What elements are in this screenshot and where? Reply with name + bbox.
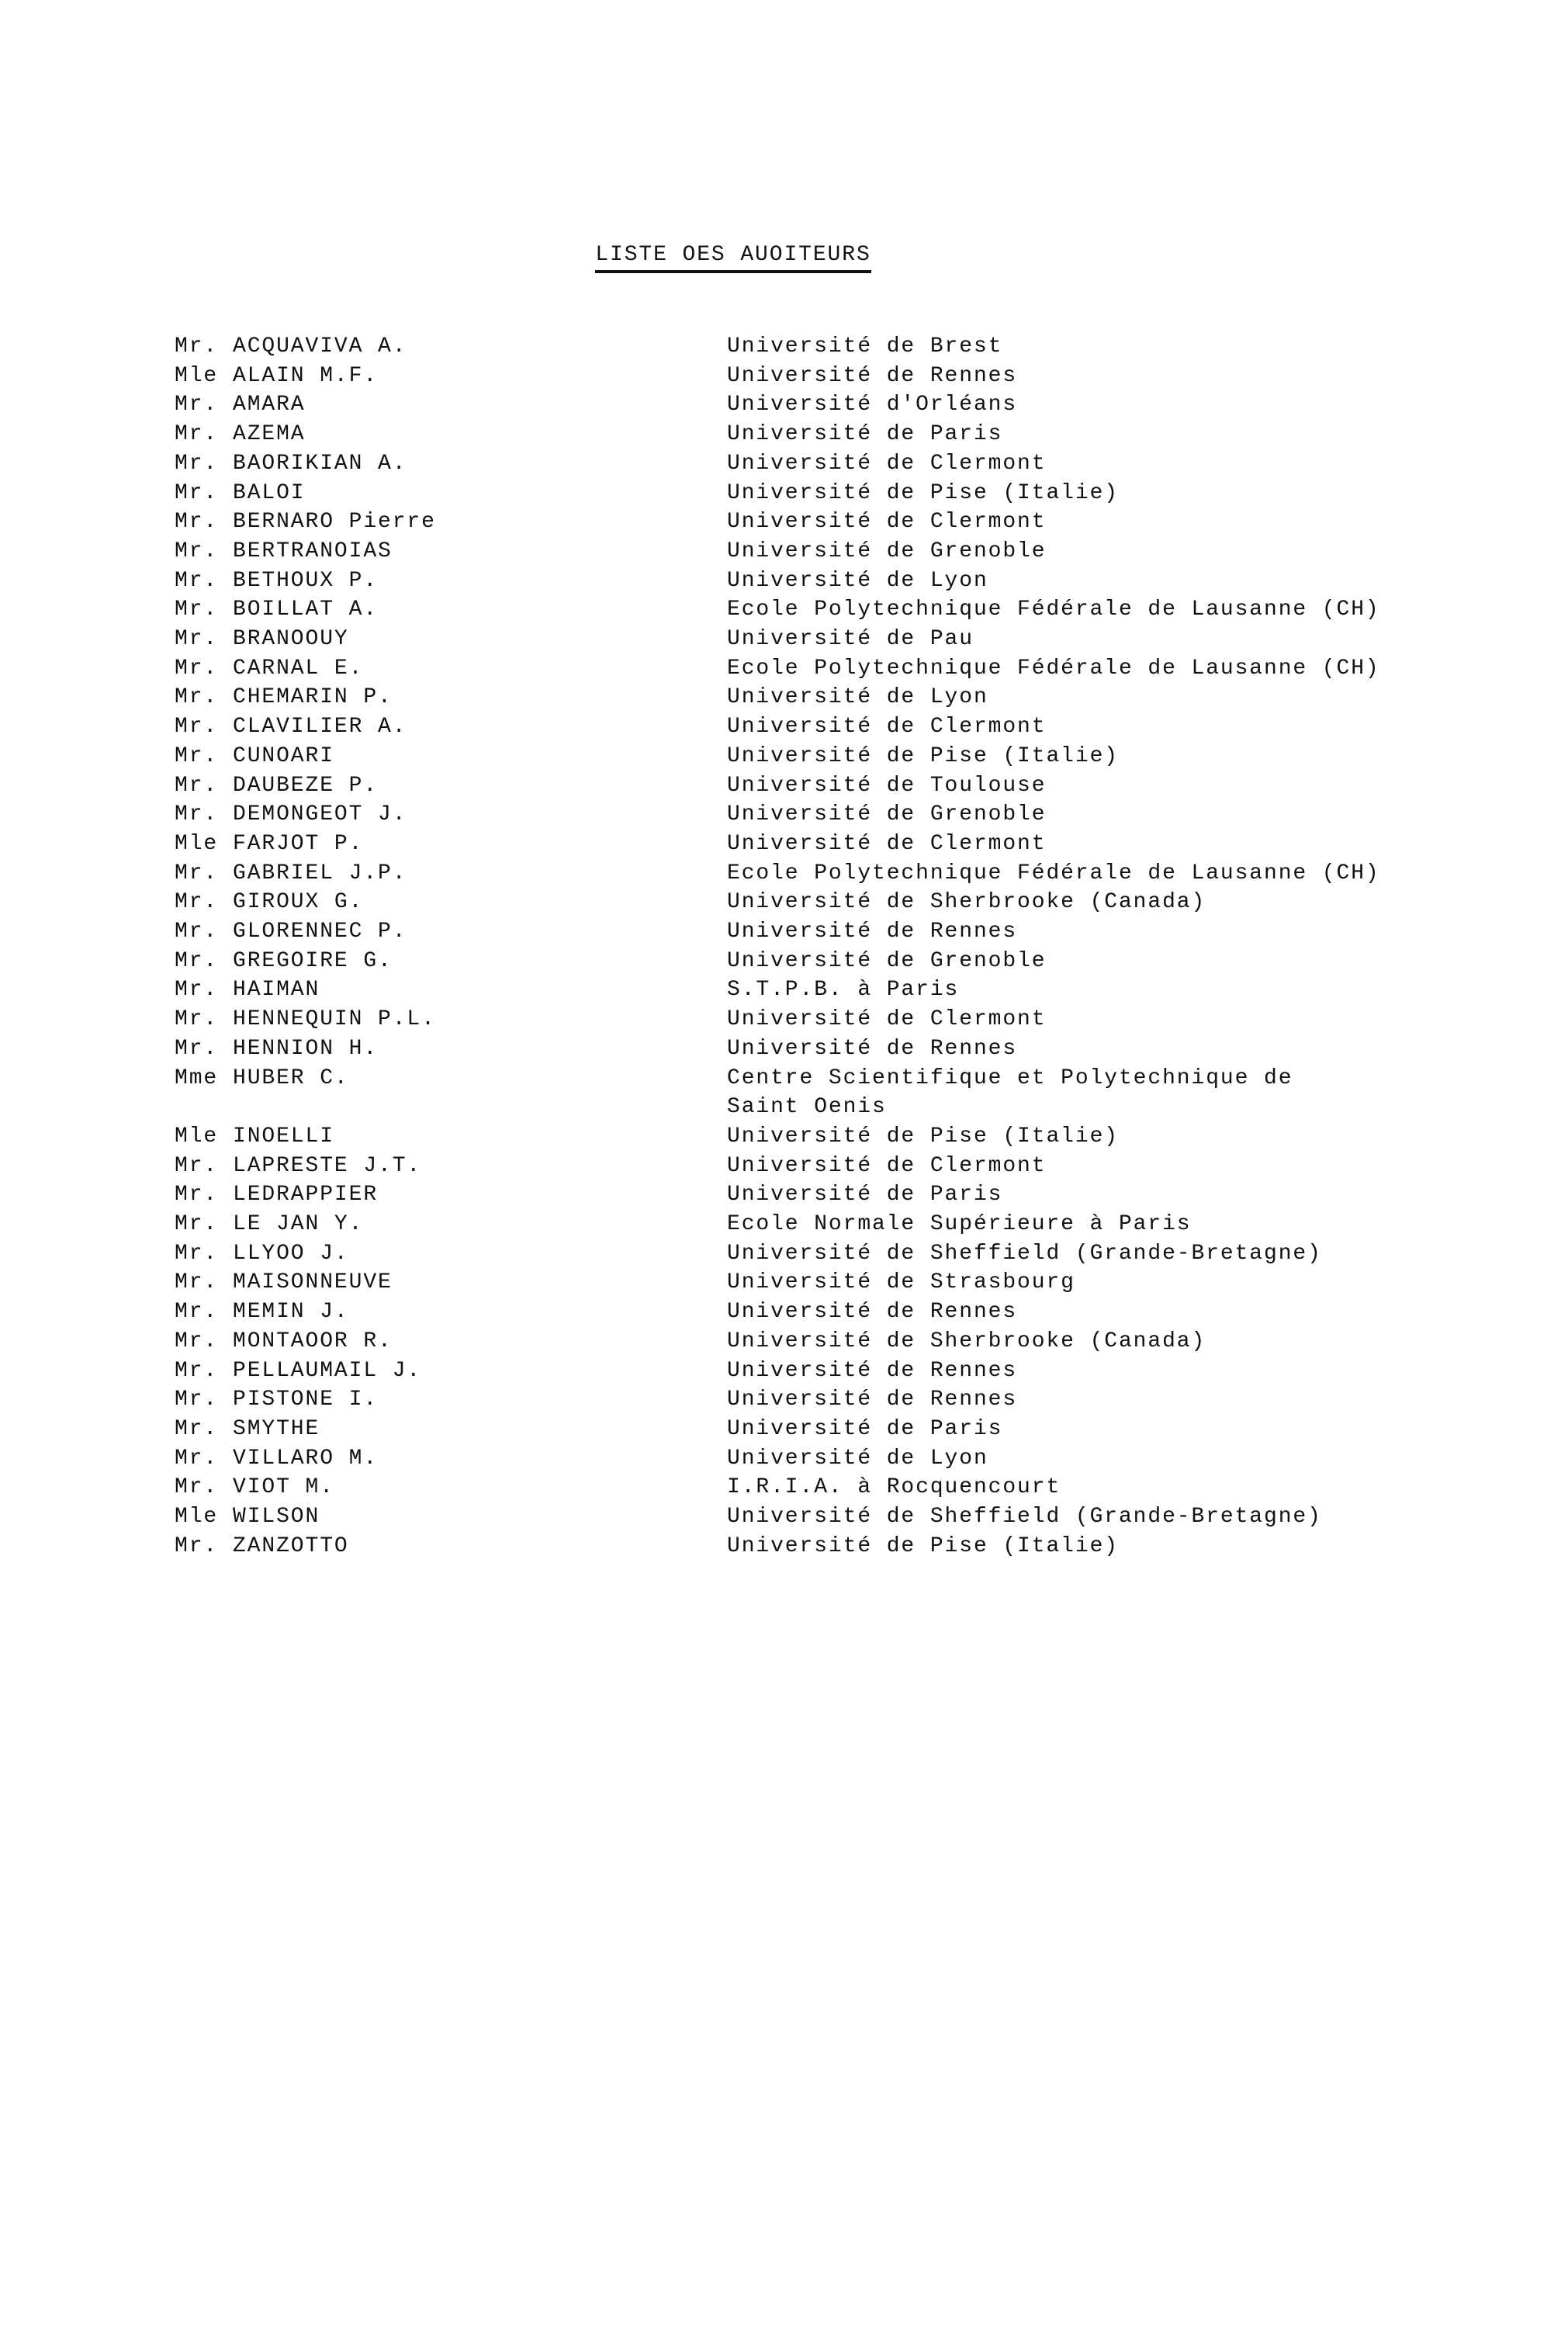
attendee-title: Mr.: [175, 1270, 219, 1295]
attendee-title: Mr.: [175, 1212, 219, 1236]
attendee-affiliation: Université de Rennes: [727, 363, 1018, 388]
attendee-affiliation: Université de Rennes: [727, 1388, 1018, 1412]
attendee-name: GREGOIRE G.: [233, 948, 393, 973]
attendee-affiliation: Université de Rennes: [727, 1036, 1018, 1061]
attendee-affiliation: Université de Brest: [727, 334, 1003, 359]
attendee-name: BOILLAT A.: [233, 598, 379, 622]
attendee-affiliation: Université de Pise (Italie): [727, 1124, 1119, 1149]
attendee-title: Mr.: [175, 334, 219, 359]
attendee-affiliation: Université de Rennes: [727, 1300, 1018, 1325]
attendee-affiliation: Université de Clermont: [727, 510, 1047, 535]
attendee-affiliation: Université de Lyon: [727, 685, 988, 710]
attendee-title: Mr.: [175, 773, 219, 798]
attendee-affiliation: Université de Grenoble: [727, 539, 1047, 563]
attendee-affiliation: Université de Grenoble: [727, 948, 1047, 973]
attendee-affiliation: Université de Clermont: [727, 831, 1047, 856]
attendee-title: Mr.: [175, 861, 219, 885]
attendee-affiliation: Université de Sheffield (Grande-Bretagne): [727, 1241, 1322, 1266]
attendee-affiliation: Ecole Normale Supérieure à Paris: [727, 1212, 1192, 1236]
attendee-title: Mr.: [175, 568, 219, 593]
attendee-name: CARNAL E.: [233, 656, 364, 681]
attendee-name: BETHOUX P.: [233, 568, 379, 593]
attendee-title: Mr.: [175, 920, 219, 944]
attendee-title: Mr.: [175, 1388, 219, 1412]
attendee-name: DEMONGEOT J.: [233, 802, 407, 827]
attendee-title: Mr.: [175, 598, 219, 622]
attendee-affiliation: Université de Strasbourg: [727, 1270, 1075, 1295]
attendee-affiliation: Université de Clermont: [727, 715, 1047, 740]
attendee-name: BAORIKIAN A.: [233, 451, 407, 476]
attendee-title: Mr.: [175, 422, 219, 447]
attendee-title: Mr.: [175, 1153, 219, 1178]
attendee-name: LLYOO J.: [233, 1241, 349, 1266]
attendee-name: INOELLI: [233, 1124, 334, 1149]
attendee-title: Mr.: [175, 1241, 219, 1266]
attendee-name: CLAVILIER A.: [233, 715, 407, 740]
attendee-name: HAIMAN: [233, 978, 320, 1003]
attendee-title: Mr.: [175, 480, 219, 505]
attendee-affiliation: Université de Rennes: [727, 920, 1018, 944]
attendee-name: WILSON: [233, 1505, 320, 1529]
attendee-title: Mr.: [175, 451, 219, 476]
attendee-title: Mle: [175, 1505, 219, 1529]
attendee-title: Mr.: [175, 393, 219, 418]
attendee-affiliation: Université de Pise (Italie): [727, 480, 1119, 505]
attendee-name: BERTRANOIAS: [233, 539, 393, 563]
attendee-title: Mr.: [175, 948, 219, 973]
attendee-name: ALAIN M.F.: [233, 363, 379, 388]
attendee-title: Mr.: [175, 1416, 219, 1441]
attendee-title: Mr.: [175, 1358, 219, 1383]
attendee-name: CUNOARI: [233, 743, 334, 768]
attendee-name: GABRIEL J.P.: [233, 861, 407, 885]
attendee-name: ACQUAVIVA A.: [233, 334, 407, 359]
attendee-name: LAPRESTE J.T.: [233, 1153, 422, 1178]
attendee-affiliation: Ecole Polytechnique Fédérale de Lausanne (CH): [727, 598, 1380, 622]
attendee-name: GIROUX G.: [233, 890, 364, 915]
attendee-affiliation: Université de Toulouse: [727, 773, 1047, 798]
attendee-affiliation: Université de Sherbrooke (Canada): [727, 890, 1206, 915]
attendee-name: LE JAN Y.: [233, 1212, 364, 1236]
attendee-name: AMARA: [233, 393, 306, 418]
attendee-title: Mr.: [175, 978, 219, 1003]
attendee-affiliation: Centre Scientifique et Polytechnique de: [727, 1066, 1293, 1090]
attendee-title: Mr.: [175, 802, 219, 827]
attendee-name: SMYTHE: [233, 1416, 320, 1441]
attendee-title: Mr.: [175, 1329, 219, 1353]
attendee-affiliation: Université de Lyon: [727, 568, 988, 593]
attendee-affiliation: Saint Oenis: [727, 1095, 887, 1120]
attendee-title: Mr.: [175, 1533, 219, 1558]
attendee-name: CHEMARIN P.: [233, 685, 393, 710]
attendee-name: FARJOT P.: [233, 831, 364, 856]
attendee-affiliation: I.R.I.A. à Rocquencourt: [727, 1475, 1061, 1500]
attendee-name: LEDRAPPIER: [233, 1183, 379, 1208]
attendee-title: Mr.: [175, 890, 219, 915]
attendee-name: VILLARO M.: [233, 1446, 379, 1471]
attendee-title: Mr.: [175, 715, 219, 740]
attendee-title: Mle: [175, 363, 219, 388]
attendee-name: BALOI: [233, 480, 306, 505]
attendee-title: Mr.: [175, 627, 219, 651]
attendee-affiliation: Université de Pau: [727, 627, 974, 651]
attendee-affiliation: Université d'Orléans: [727, 393, 1018, 418]
attendee-name: ZANZOTTO: [233, 1533, 349, 1558]
attendee-title: Mr.: [175, 1036, 219, 1061]
attendee-title: Mle: [175, 831, 219, 856]
attendee-affiliation: Université de Paris: [727, 1416, 1003, 1441]
attendee-title: Mr.: [175, 1183, 219, 1208]
attendee-affiliation: Université de Sheffield (Grande-Bretagne): [727, 1505, 1322, 1529]
attendee-name: AZEMA: [233, 422, 306, 447]
attendee-title: Mme: [175, 1066, 219, 1090]
attendee-affiliation: Université de Rennes: [727, 1358, 1018, 1383]
attendee-name: PISTONE I.: [233, 1388, 379, 1412]
attendee-title: Mr.: [175, 1446, 219, 1471]
attendee-name: BERNARO Pierre: [233, 510, 436, 535]
attendee-affiliation: Université de Pise (Italie): [727, 743, 1119, 768]
attendee-affiliation: Université de Pise (Italie): [727, 1533, 1119, 1558]
attendee-affiliation: Université de Lyon: [727, 1446, 988, 1471]
attendee-title: Mle: [175, 1124, 219, 1149]
attendee-title: Mr.: [175, 1300, 219, 1325]
attendee-title: Mr.: [175, 539, 219, 563]
attendee-name: MAISONNEUVE: [233, 1270, 393, 1295]
attendee-title: Mr.: [175, 656, 219, 681]
attendee-name: DAUBEZE P.: [233, 773, 379, 798]
attendee-name: HENNEQUIN P.L.: [233, 1007, 436, 1032]
attendee-name: GLORENNEC P.: [233, 920, 407, 944]
attendee-name: PELLAUMAIL J.: [233, 1358, 422, 1383]
attendee-title: Mr.: [175, 1475, 219, 1500]
page-title-text: LISTE OES AUOITEURS: [595, 242, 871, 273]
attendee-affiliation: Ecole Polytechnique Fédérale de Lausanne (CH): [727, 861, 1380, 885]
attendee-name: VIOT M.: [233, 1475, 334, 1500]
attendee-title: Mr.: [175, 1007, 219, 1032]
attendee-affiliation: Université de Sherbrooke (Canada): [727, 1329, 1206, 1353]
attendee-affiliation: Université de Grenoble: [727, 802, 1047, 827]
attendee-affiliation: Université de Paris: [727, 1183, 1003, 1208]
attendee-name: HENNION H.: [233, 1036, 379, 1061]
attendee-name: MONTAOOR R.: [233, 1329, 393, 1353]
attendee-title: Mr.: [175, 685, 219, 710]
attendee-affiliation: Université de Clermont: [727, 1153, 1047, 1178]
attendee-name: BRANOOUY: [233, 627, 349, 651]
attendee-affiliation: Université de Paris: [727, 422, 1003, 447]
attendee-name: HUBER C.: [233, 1066, 349, 1090]
attendee-affiliation: Ecole Polytechnique Fédérale de Lausanne (CH): [727, 656, 1380, 681]
attendee-name: MEMIN J.: [233, 1300, 349, 1325]
attendee-title: Mr.: [175, 743, 219, 768]
attendee-title: Mr.: [175, 510, 219, 535]
page-title: [0, 242, 1466, 273]
attendee-affiliation: Université de Clermont: [727, 1007, 1047, 1032]
attendee-affiliation: S.T.P.B. à Paris: [727, 978, 960, 1003]
attendee-affiliation: Université de Clermont: [727, 451, 1047, 476]
